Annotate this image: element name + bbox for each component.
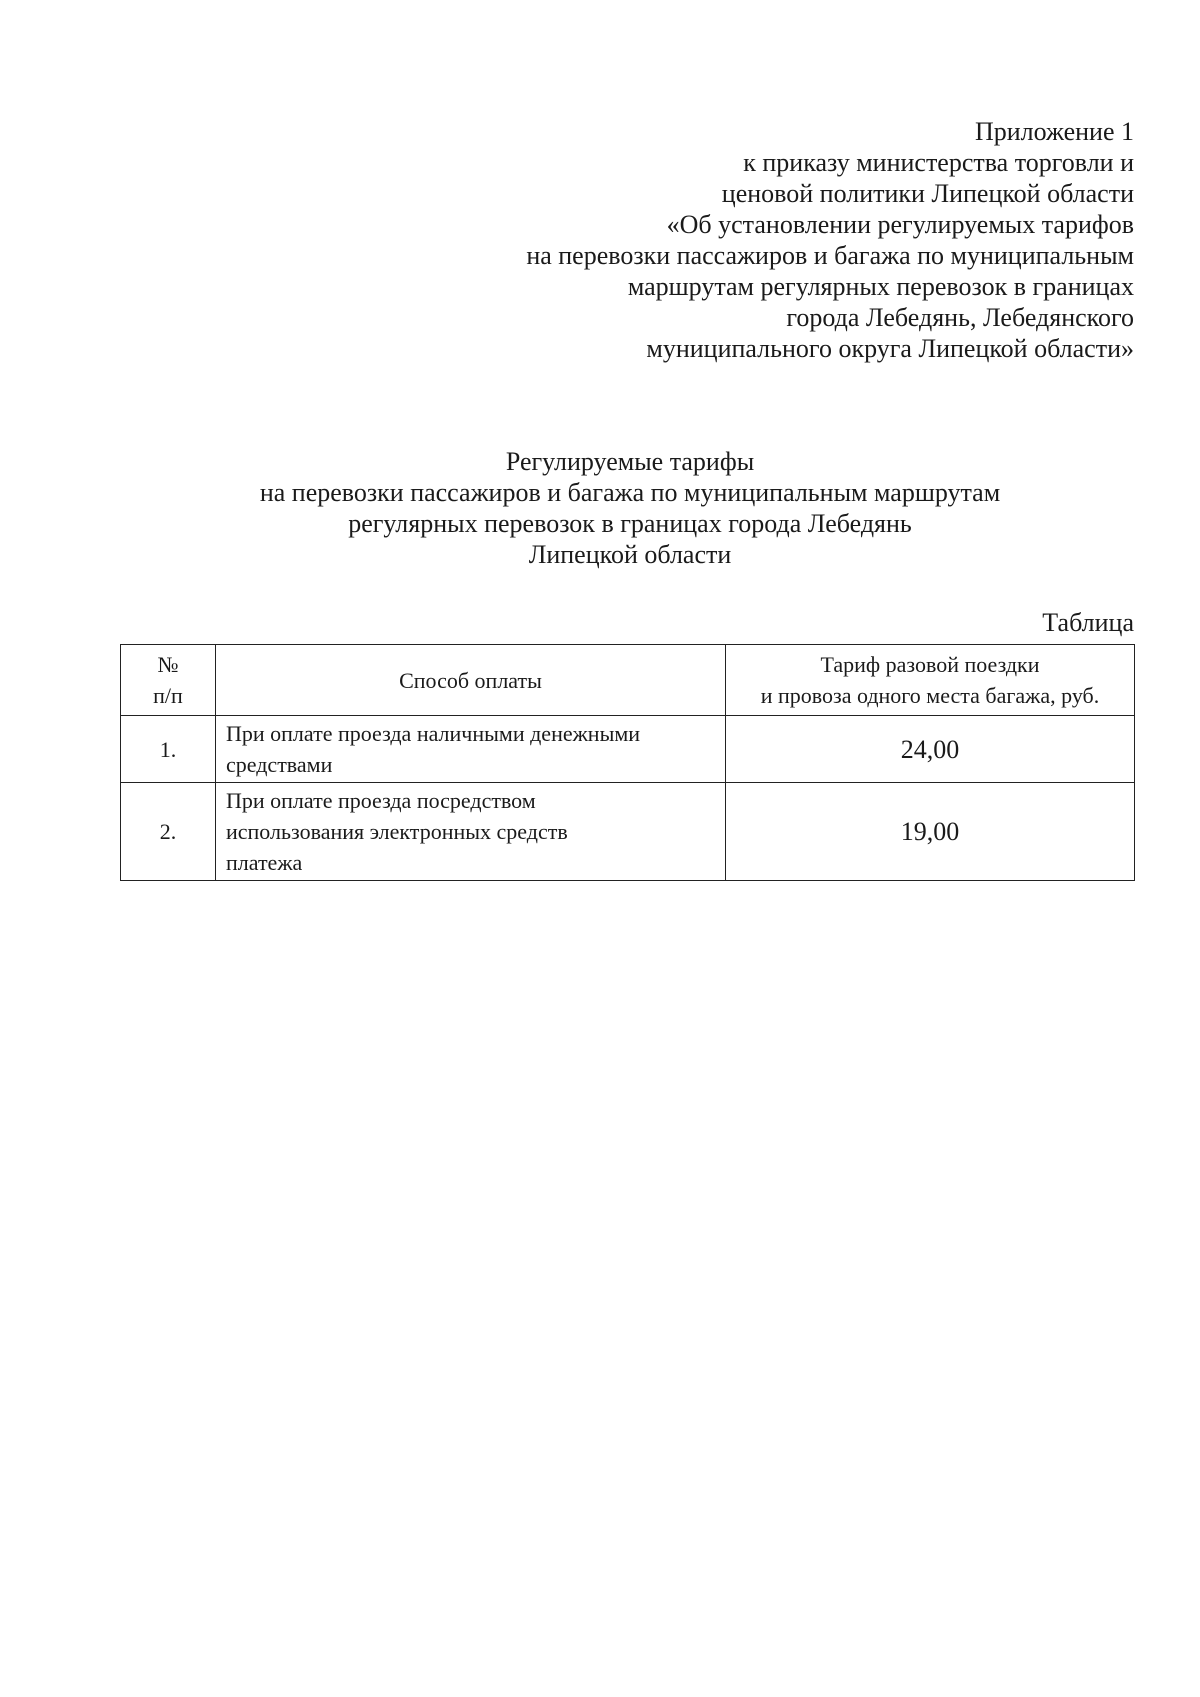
document-title xyxy=(0,446,1200,570)
appendix-line: Приложение 1 xyxy=(974,117,1134,146)
appendix-line: «Об установлении регулируемых тарифов xyxy=(666,210,1134,239)
row-method xyxy=(216,783,726,881)
title-line: Регулируемые тарифы xyxy=(505,447,755,476)
table-row xyxy=(121,783,1135,881)
row-method-line: При оплате проезда посредством xyxy=(226,788,536,813)
table-header-row xyxy=(121,645,1135,716)
title-line: регулярных перевозок в границах города Лебедянь xyxy=(348,509,912,538)
row-number: 2. xyxy=(121,783,216,881)
appendix-line: к приказу министерства торговли и xyxy=(743,148,1134,177)
appendix-header xyxy=(374,116,1134,364)
row-method-line: использования электронных средств xyxy=(226,819,568,844)
appendix-line: маршрутам регулярных перевозок в границах xyxy=(627,272,1134,301)
row-method-line: платежа xyxy=(226,850,303,875)
tariff-table xyxy=(120,644,1135,881)
appendix-line: ценовой политики Липецкой области xyxy=(721,179,1134,208)
header-number-line: № xyxy=(157,652,179,677)
header-method: Способ оплаты xyxy=(216,645,726,716)
appendix-line: на перевозки пассажиров и багажа по муниципальным xyxy=(526,241,1134,270)
title-line: на перевозки пассажиров и багажа по муниципальным маршрутам xyxy=(259,478,1001,507)
row-method xyxy=(216,716,726,783)
row-number: 1. xyxy=(121,716,216,783)
header-number xyxy=(121,645,216,716)
row-method-line: средствами xyxy=(226,752,333,777)
header-tariff-line: Тариф разовой поездки xyxy=(820,652,1040,677)
header-tariff-line: и провоза одного места багажа, руб. xyxy=(760,683,1100,708)
row-method-line: При оплате проезда наличными денежными xyxy=(226,721,641,746)
row-tariff: 24,00 xyxy=(726,716,1135,783)
header-number-line: п/п xyxy=(153,683,183,708)
title-line: Липецкой области xyxy=(528,540,732,569)
appendix-line: города Лебедянь, Лебедянского xyxy=(786,303,1134,332)
appendix-line: муниципального округа Липецкой области» xyxy=(646,334,1134,363)
table-label: Таблица xyxy=(1042,608,1134,637)
table-row xyxy=(121,716,1135,783)
header-tariff xyxy=(726,645,1135,716)
row-tariff: 19,00 xyxy=(726,783,1135,881)
